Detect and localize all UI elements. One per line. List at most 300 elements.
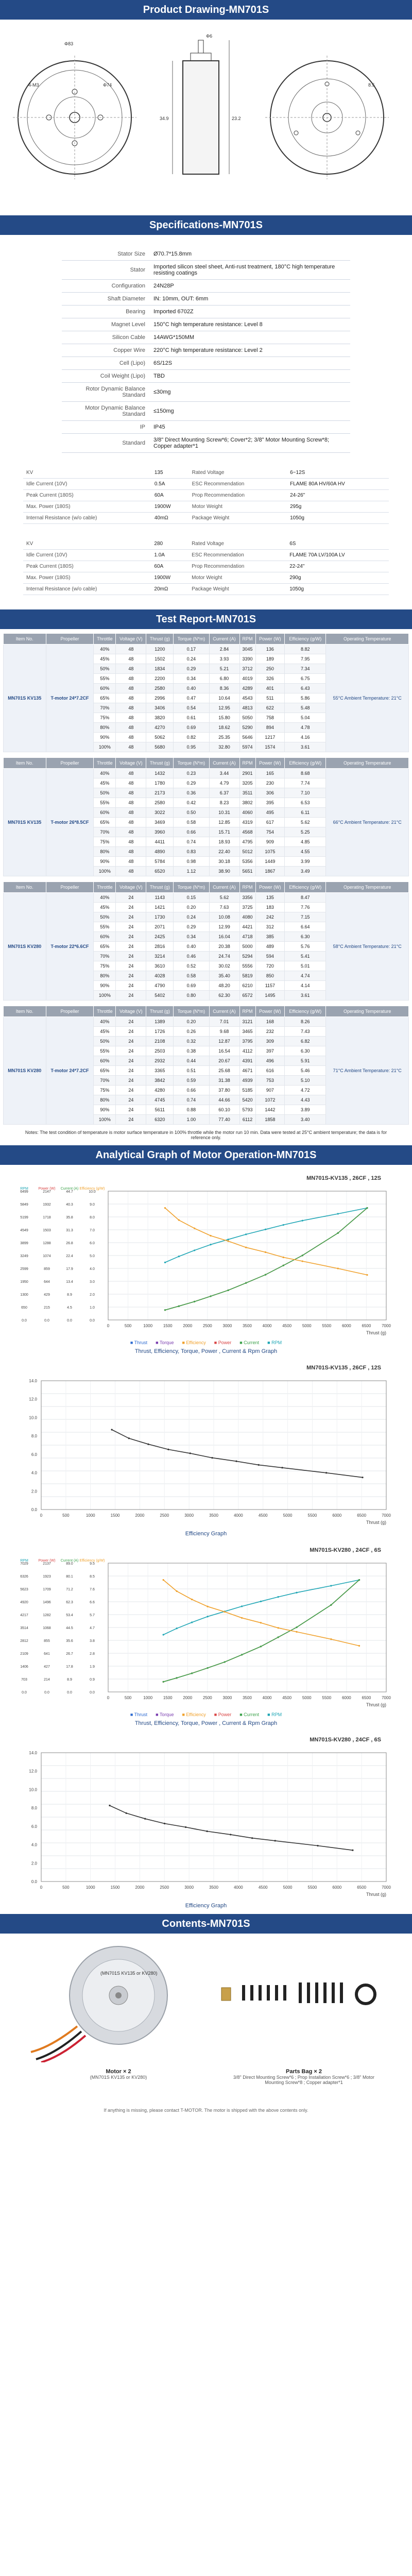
kv-row <box>23 513 389 524</box>
test-throttle: 90% <box>94 733 116 742</box>
test-cell: 0.66 <box>174 1086 209 1095</box>
data-point <box>352 1850 353 1851</box>
data-point <box>164 1262 166 1263</box>
spec-label: Coil Weight (Lipo) <box>62 370 149 383</box>
test-header-cell: Throttle <box>94 758 116 769</box>
x-axis-label: Thrust (g) <box>366 1330 386 1335</box>
test-cell: 30.02 <box>209 961 239 971</box>
test-item: MN701S KV280 <box>4 1017 46 1125</box>
spec-value: 24N28P <box>149 280 350 293</box>
test-cell: 8.68 <box>285 769 326 778</box>
test-cell: 4.14 <box>285 981 326 991</box>
x-tick-label: 2500 <box>160 1513 169 1518</box>
data-point <box>245 1282 247 1284</box>
data-point <box>265 1274 266 1276</box>
test-throttle: 70% <box>94 1076 116 1086</box>
chart-block <box>0 1175 412 1354</box>
test-cell: 5651 <box>239 867 255 876</box>
x-tick-label: 1000 <box>85 1513 95 1518</box>
test-throttle: 70% <box>94 703 116 713</box>
test-cell: 3795 <box>239 1037 255 1046</box>
test-prop: T-motor 22*6.6CF <box>46 893 94 1001</box>
kv-value: 1.0A <box>151 550 188 561</box>
test-cell: 5793 <box>239 1105 255 1115</box>
y-tick-label: 71.2 <box>66 1588 73 1591</box>
test-cell: 2173 <box>146 788 174 798</box>
test-temp: 55°C Ambient Temperature: 21°C <box>326 645 409 752</box>
data-point <box>337 1213 339 1214</box>
kv-value: 1900W <box>151 572 188 584</box>
data-point <box>260 1646 262 1647</box>
test-cell: 4671 <box>239 1066 255 1076</box>
test-voltage: 24 <box>116 903 146 912</box>
test-throttle: 75% <box>94 837 116 847</box>
kv-value: 6~12S <box>287 467 389 479</box>
y-tick-label: 4.0 <box>90 1267 95 1271</box>
x-tick-label: 1500 <box>110 1885 120 1890</box>
test-cell: 4060 <box>239 808 255 818</box>
spec-value: ≤30mg <box>149 383 350 402</box>
kv-value: 1050g <box>287 513 389 524</box>
test-cell: 5062 <box>146 733 174 742</box>
spec-row <box>62 261 350 280</box>
test-voltage: 48 <box>116 867 146 876</box>
test-cell: 4080 <box>239 912 255 922</box>
spec-row <box>62 318 350 331</box>
y-tick-label: 0.0 <box>67 1319 72 1323</box>
kv-value: 1050g <box>286 584 389 595</box>
x-tick-label: 4500 <box>282 1324 292 1328</box>
kv-row <box>23 572 389 584</box>
y-tick-label: 644 <box>44 1280 50 1284</box>
chart-svg <box>10 1745 402 1900</box>
test-cell: 8.36 <box>209 684 239 693</box>
test-throttle: 80% <box>94 847 116 857</box>
test-cell: 7.74 <box>285 778 326 788</box>
drawing-svg <box>13 30 399 200</box>
data-point <box>228 1239 229 1240</box>
test-cell: 7.43 <box>285 1027 326 1037</box>
test-cell: 2108 <box>146 1037 174 1046</box>
y-tick-label: 1288 <box>43 1242 51 1245</box>
test-header-row <box>4 1006 409 1017</box>
test-cell: 0.38 <box>174 1046 209 1056</box>
y-tick-label: 3899 <box>20 1242 28 1245</box>
test-cell: 6.30 <box>285 1046 326 1056</box>
test-cell: 5784 <box>146 857 174 867</box>
y-tick-label: 3.8 <box>90 1639 95 1643</box>
y-tick-label: 44.5 <box>66 1626 73 1630</box>
x-tick-label: 2000 <box>135 1513 145 1518</box>
spec-value: IP45 <box>149 421 350 434</box>
test-cell: 0.42 <box>174 798 209 808</box>
spec-label: Motor Dynamic Balance Standard <box>62 402 149 421</box>
y-tick-label: 80.1 <box>66 1575 73 1579</box>
test-cell: 5.91 <box>285 1056 326 1066</box>
x-tick-label: 5500 <box>322 1324 332 1328</box>
kv-row <box>23 584 389 595</box>
kv-row <box>23 479 389 490</box>
test-header-cell: Voltage (V) <box>116 758 146 769</box>
test-header-cell: Propeller <box>46 758 94 769</box>
y-tick-label: 1496 <box>43 1601 51 1604</box>
test-cell: 511 <box>255 693 285 703</box>
x-tick-label: 0 <box>107 1696 110 1700</box>
y-tick-label: 6326 <box>20 1575 28 1579</box>
parts-sub-label: 3/8" Direct Mounting Screw*6 ; Prop Installation Screw*6 ; 3/8" Motor Mounting Screw*8 ; Copper adapter*1 <box>233 2075 374 2085</box>
test-cell: 0.20 <box>174 1017 209 1027</box>
y-tick-label: 89.0 <box>66 1562 73 1566</box>
test-throttle: 80% <box>94 723 116 733</box>
data-point <box>330 1604 332 1606</box>
data-point <box>178 1306 180 1307</box>
test-cell: 6320 <box>146 1115 174 1125</box>
test-cell: 5.76 <box>285 942 326 952</box>
test-cell: 0.52 <box>174 961 209 971</box>
test-cell: 1.12 <box>174 867 209 876</box>
y-tick-label: 12.0 <box>29 1769 37 1774</box>
test-cell: 4019 <box>239 674 255 684</box>
y-axis-title: Efficiency (g/W) <box>79 1187 105 1191</box>
x-tick-label: 5500 <box>307 1885 317 1890</box>
test-header-cell: Efficiency (g/W) <box>285 882 326 893</box>
motor-label: Motor × 2 <box>106 2069 131 2075</box>
spec-value: Imported silicon steel sheet, Anti-rust treatment, 180°C high temperature resisting coatings <box>149 261 350 280</box>
test-cell: 0.47 <box>174 693 209 703</box>
y-tick-label: 8.9 <box>67 1678 72 1682</box>
y-tick-label: 2812 <box>20 1639 28 1643</box>
test-throttle: 100% <box>94 991 116 1001</box>
y-tick-label: 5.7 <box>90 1614 95 1617</box>
kv-value: 40mΩ <box>151 513 189 524</box>
chart-title: MN701S-KV135 , 26CF , 12S <box>306 1365 381 1371</box>
test-temp: 66°C Ambient Temperature: 21°C <box>326 769 409 876</box>
test-cell: 2425 <box>146 932 174 942</box>
test-cell: 3.40 <box>285 1115 326 1125</box>
test-voltage: 24 <box>116 1095 146 1105</box>
test-header-cell: Throttle <box>94 1006 116 1017</box>
test-cell: 385 <box>255 932 285 942</box>
test-cell: 1432 <box>146 769 174 778</box>
test-header-row <box>4 882 409 893</box>
chart-caption: Thrust, Efficiency, Torque, Power , Current & Rpm Graph <box>134 1720 278 1726</box>
test-cell: 1858 <box>255 1115 285 1125</box>
kv-value: 0.5A <box>151 479 189 490</box>
test-cell: 4112 <box>239 1046 255 1056</box>
test-header-cell: Thrust (g) <box>146 758 174 769</box>
y-tick-label: 0.0 <box>90 1691 95 1694</box>
series-line <box>163 1580 359 1682</box>
test-cell: 5.04 <box>285 713 326 723</box>
y-tick-label: 2.0 <box>90 1293 95 1297</box>
test-throttle: 65% <box>94 693 116 703</box>
test-cell: 4.79 <box>209 778 239 788</box>
test-cell: 594 <box>255 952 285 961</box>
test-throttle: 90% <box>94 1105 116 1115</box>
test-header-cell: Operating Temperature <box>326 634 409 645</box>
test-cell: 6.80 <box>209 674 239 684</box>
test-throttle: 75% <box>94 961 116 971</box>
data-point <box>224 1611 226 1613</box>
test-item: MN701S KV135 <box>4 769 46 876</box>
test-throttle: 75% <box>94 1086 116 1095</box>
y-tick-label: 7.0 <box>90 1229 95 1232</box>
test-cell: 18.93 <box>209 837 239 847</box>
data-point <box>296 1631 297 1633</box>
test-voltage: 48 <box>116 654 146 664</box>
test-cell: 3.93 <box>209 654 239 664</box>
spec-table <box>62 248 350 453</box>
y-tick-label: 10.0 <box>29 1415 37 1420</box>
test-cell: 1495 <box>255 991 285 1001</box>
test-cell: 5819 <box>239 971 255 981</box>
test-cell: 1421 <box>146 903 174 912</box>
y-tick-label: 1718 <box>43 1216 51 1219</box>
kv-label: Peak Current (180S) <box>23 561 151 572</box>
x-tick-label: 5500 <box>307 1513 317 1518</box>
test-cell: 10.31 <box>209 808 239 818</box>
y-tick-label: 12.0 <box>29 1397 37 1402</box>
test-cell: 4028 <box>146 971 174 981</box>
spec-value: 3/8" Direct Mounting Screw*6; Cover*2; 3/8" Motor Mounting Screw*8; Copper adapter*1 <box>149 434 350 453</box>
y-tick-label: 855 <box>44 1639 50 1643</box>
test-voltage: 24 <box>116 1076 146 1086</box>
chart-svg <box>10 1183 402 1338</box>
dim-label: 8.5 <box>368 82 375 88</box>
y-axis-title: Current (A) <box>60 1559 79 1563</box>
test-cell: 6.75 <box>285 674 326 684</box>
kv-value: 295g <box>287 501 389 513</box>
test-cell: 4.43 <box>285 1095 326 1105</box>
kv-label: ESC Recommendation <box>188 550 286 561</box>
y-tick-label: 1068 <box>43 1626 51 1630</box>
test-throttle: 45% <box>94 778 116 788</box>
y-tick-label: 9.5 <box>90 1562 95 1566</box>
data-point <box>167 1449 169 1450</box>
test-cell: 4568 <box>239 827 255 837</box>
test-header-row <box>4 758 409 769</box>
y-tick-label: 0.0 <box>22 1319 27 1323</box>
test-cell: 1726 <box>146 1027 174 1037</box>
data-point <box>194 1301 195 1302</box>
test-voltage: 48 <box>116 827 146 837</box>
test-cell: 5356 <box>239 857 255 867</box>
y-tick-label: 6.0 <box>90 1242 95 1245</box>
kv-label: Rated Voltage <box>188 538 286 550</box>
section-header-specs: Specifications-MN701S <box>0 215 412 235</box>
test-cell: 0.54 <box>174 703 209 713</box>
x-tick-label: 2500 <box>202 1696 212 1700</box>
test-cell: 15.71 <box>209 827 239 837</box>
x-tick-label: 5000 <box>302 1696 312 1700</box>
spec-label: Rotor Dynamic Balance Standard <box>62 383 149 402</box>
data-point <box>296 1592 297 1594</box>
kv-label: Internal Resistance (w/o cable) <box>23 584 151 595</box>
test-cell: 5402 <box>146 991 174 1001</box>
x-axis-label: Thrust (g) <box>366 1702 386 1707</box>
test-voltage: 24 <box>116 1086 146 1095</box>
legend-item: ■ Current <box>239 1712 260 1717</box>
y-tick-label: 3249 <box>20 1255 28 1258</box>
test-cell: 31.38 <box>209 1076 239 1086</box>
side-view <box>160 33 241 174</box>
series-line <box>112 1430 363 1478</box>
test-cell: 24.74 <box>209 952 239 961</box>
x-tick-label: 500 <box>124 1696 132 1700</box>
test-throttle: 65% <box>94 1066 116 1076</box>
test-cell: 5050 <box>239 713 255 723</box>
test-header-cell: Thrust (g) <box>146 882 174 893</box>
data-point <box>210 1235 211 1236</box>
kv-label: KV <box>23 538 151 550</box>
test-header-cell: Torque (N*m) <box>174 882 209 893</box>
test-cell: 0.51 <box>174 1066 209 1076</box>
test-cell: 754 <box>255 827 285 837</box>
kv-label: Prop Recommendation <box>188 561 286 572</box>
test-cell: 32.80 <box>209 742 239 752</box>
kv280-table <box>23 538 389 595</box>
y-tick-label: 1950 <box>20 1280 28 1284</box>
data-point <box>362 1477 363 1478</box>
test-throttle: 50% <box>94 912 116 922</box>
x-tick-label: 5000 <box>283 1885 293 1890</box>
data-point <box>283 1265 284 1266</box>
y-tick-label: 4920 <box>20 1601 28 1604</box>
x-tick-label: 4500 <box>282 1696 292 1700</box>
y-tick-label: 0.0 <box>44 1691 49 1694</box>
y-tick-label: 1074 <box>43 1255 51 1258</box>
y-tick-label: 0.0 <box>31 1507 37 1512</box>
spec-value: 150°C high temperature resistance: Level 8 <box>149 318 350 331</box>
y-tick-label: 2147 <box>43 1190 51 1194</box>
test-cell: 232 <box>255 1027 285 1037</box>
test-cell: 4391 <box>239 1056 255 1066</box>
x-tick-label: 3000 <box>222 1696 232 1700</box>
test-cell: 0.23 <box>174 769 209 778</box>
dim-label: Φ83 <box>64 41 74 46</box>
test-header-cell: Torque (N*m) <box>174 758 209 769</box>
test-prop: T-motor 24*7.2CF <box>46 1017 94 1125</box>
test-cell: 6.43 <box>285 684 326 693</box>
test-cell: 495 <box>255 808 285 818</box>
test-cell: 30.18 <box>209 857 239 867</box>
test-item: MN701S KV135 <box>4 645 46 752</box>
data-point <box>164 1207 166 1209</box>
y-tick-label: 427 <box>44 1665 50 1669</box>
test-cell: 0.80 <box>174 991 209 1001</box>
y-tick-label: 4217 <box>20 1614 28 1617</box>
test-cell: 312 <box>255 922 285 932</box>
data-point <box>178 1219 180 1221</box>
data-point <box>251 1837 253 1839</box>
data-point <box>260 1601 262 1602</box>
test-header-cell: Current (A) <box>209 882 239 893</box>
test-cell: 4718 <box>239 932 255 942</box>
spec-label: Stator Size <box>62 248 149 261</box>
test-cell: 8.23 <box>209 798 239 808</box>
test-cell: 4411 <box>146 837 174 847</box>
y-axis-title: RPM <box>20 1559 28 1563</box>
data-point <box>330 1638 332 1640</box>
test-temp: 71°C Ambient Temperature: 21°C <box>326 1017 409 1125</box>
test-cell: 6.82 <box>285 1037 326 1046</box>
x-tick-label: 7000 <box>382 1696 391 1700</box>
test-cell: 4319 <box>239 818 255 827</box>
test-voltage: 48 <box>116 684 146 693</box>
data-point <box>245 1247 247 1248</box>
test-cell: 3511 <box>239 788 255 798</box>
test-cell: 3.44 <box>209 769 239 778</box>
spec-value: Ø70.7*15.8mm <box>149 248 350 261</box>
test-header-cell: Item No. <box>4 634 46 645</box>
data-point <box>147 1444 149 1445</box>
data-point <box>330 1585 332 1586</box>
test-cell: 616 <box>255 1066 285 1076</box>
test-cell: 5.25 <box>285 827 326 837</box>
chart-caption: Thrust, Efficiency, Torque, Power , Current & Rpm Graph <box>134 1348 278 1354</box>
y-tick-label: 1709 <box>43 1588 51 1591</box>
test-voltage: 48 <box>116 808 146 818</box>
test-cell: 622 <box>255 703 285 713</box>
y-tick-label: 9.0 <box>90 1203 95 1207</box>
test-cell: 5646 <box>239 733 255 742</box>
spec-row <box>62 421 350 434</box>
data-point <box>210 1244 211 1245</box>
test-throttle: 45% <box>94 654 116 664</box>
data-point <box>164 1823 165 1824</box>
y-tick-label: 26.7 <box>66 1652 73 1656</box>
test-cell: 4745 <box>146 1095 174 1105</box>
y-axis-title: Power (W) <box>38 1559 56 1563</box>
test-cell: 3712 <box>239 664 255 674</box>
test-throttle: 55% <box>94 922 116 932</box>
test-cell: 1.00 <box>174 1115 209 1125</box>
y-tick-label: 5.0 <box>90 1255 95 1258</box>
test-prop: T-motor 24*7.2CF <box>46 645 94 752</box>
x-tick-label: 1500 <box>163 1324 173 1328</box>
test-cell: 4.16 <box>285 733 326 742</box>
x-tick-label: 6000 <box>332 1885 342 1890</box>
test-voltage: 48 <box>116 703 146 713</box>
parts-label: Parts Bag × 2 <box>285 2069 322 2075</box>
test-header-cell: Thrust (g) <box>146 634 174 645</box>
test-cell: 6520 <box>146 867 174 876</box>
data-point <box>206 1831 208 1832</box>
test-cell: 489 <box>255 942 285 952</box>
y-tick-label: 2599 <box>20 1267 28 1271</box>
test-cell: 0.36 <box>174 788 209 798</box>
spec-row <box>62 357 350 370</box>
data-point <box>296 1626 297 1628</box>
test-header-cell: Voltage (V) <box>116 882 146 893</box>
y-tick-label: 703 <box>21 1678 27 1682</box>
motor-image <box>31 1946 167 2062</box>
x-tick-label: 4500 <box>258 1885 268 1890</box>
test-cell: 9.68 <box>209 1027 239 1037</box>
test-cell: 1217 <box>255 733 285 742</box>
test-cell: 5290 <box>239 723 255 733</box>
test-voltage: 48 <box>116 645 146 654</box>
test-header-cell: Voltage (V) <box>116 1006 146 1017</box>
x-tick-label: 1500 <box>110 1513 120 1518</box>
test-cell: 168 <box>255 1017 285 1027</box>
kv-value: 22-24" <box>286 561 389 572</box>
test-cell: 5974 <box>239 742 255 752</box>
y-tick-label: 10.0 <box>89 1190 96 1194</box>
test-voltage: 48 <box>116 837 146 847</box>
test-voltage: 24 <box>116 961 146 971</box>
data-point <box>228 1290 229 1291</box>
